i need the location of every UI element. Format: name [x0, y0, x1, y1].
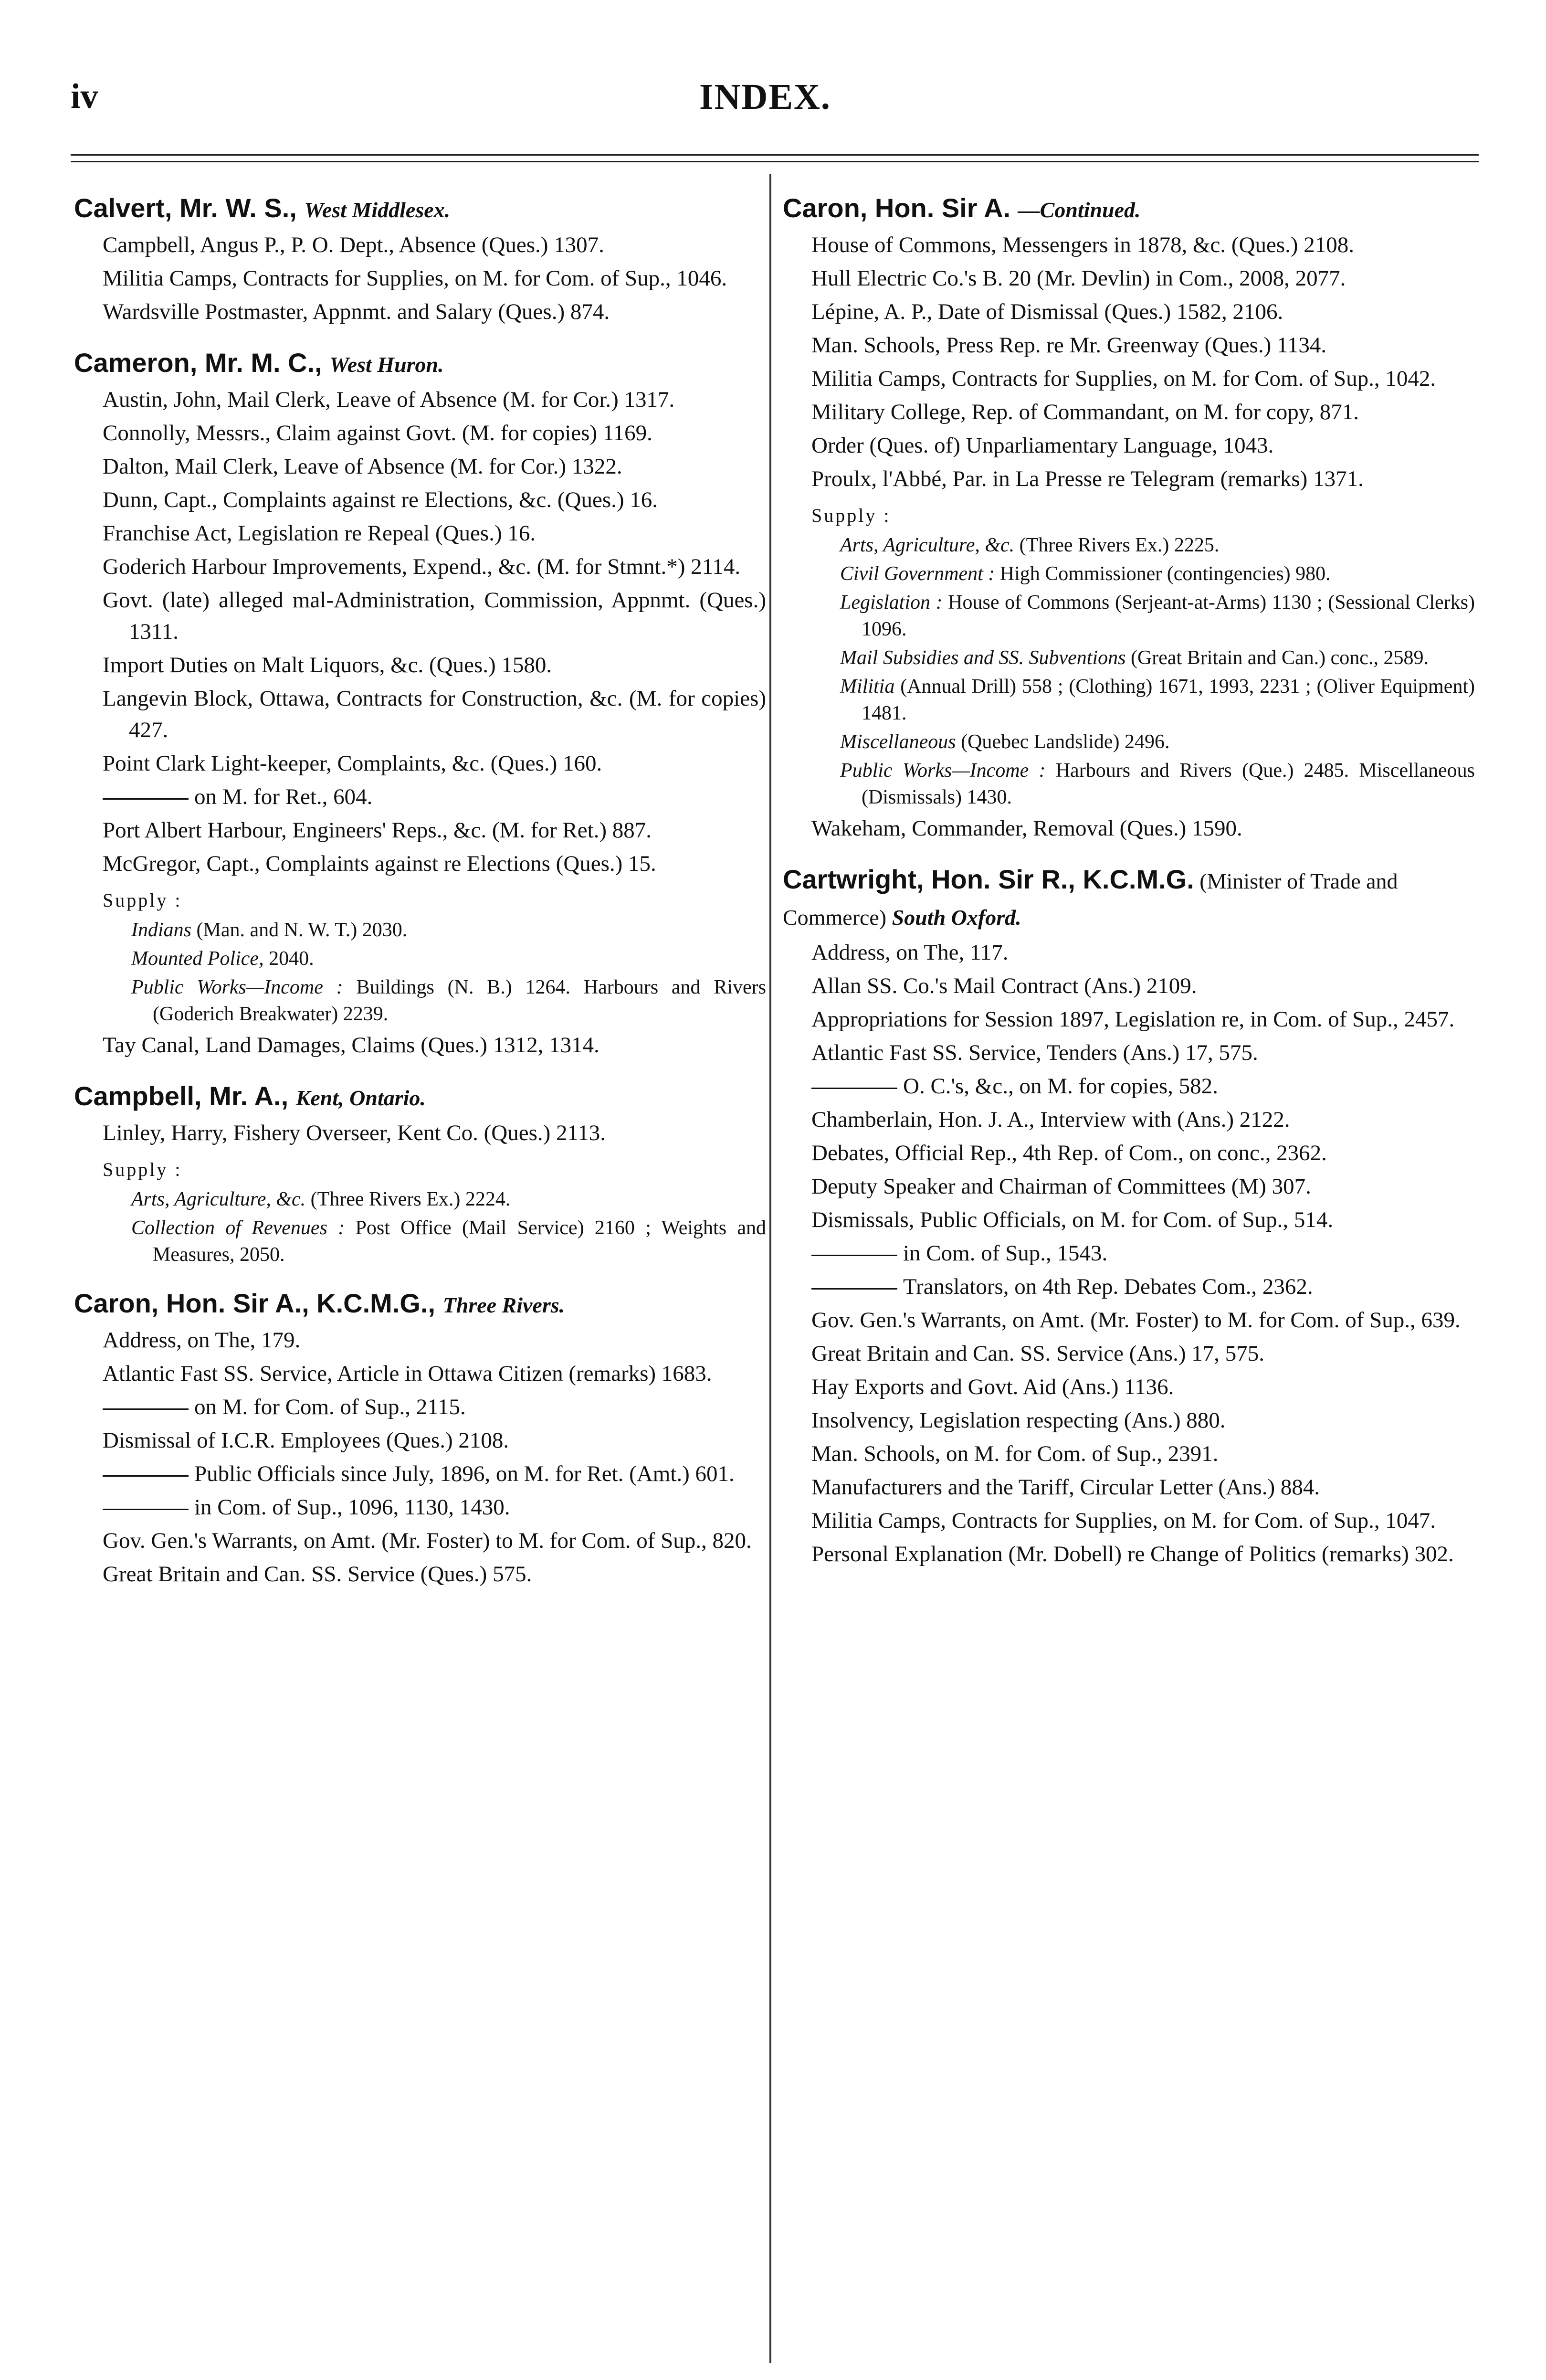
supply-item	[74, 1215, 766, 1268]
supply-item	[74, 917, 766, 943]
index-entry: Appropriations for Session 1897, Legislation re, in Com. of Sup., 2457.	[811, 1007, 1455, 1032]
supply-item	[783, 729, 1475, 755]
index-entry: Address, on The, 179.	[103, 1328, 301, 1353]
supply-head: Militia	[840, 676, 895, 698]
supply-text: 2040.	[263, 948, 314, 970]
index-entry: Franchise Act, Legislation re Repeal (Ques.) 16.	[103, 521, 536, 546]
index-entry: Great Britain and Can. SS. Service (Ans.) 17, 575.	[811, 1341, 1264, 1366]
supply-head: Legislation :	[840, 592, 943, 614]
index-entry: Dismissals, Public Officials, on M. for Com. of Sup., 514.	[811, 1207, 1334, 1232]
ditto-dash	[103, 1475, 189, 1477]
index-entry: Wakeham, Commander, Removal (Ques.) 1590.	[811, 816, 1242, 841]
section-gap	[783, 846, 1475, 862]
index-entry: Dalton, Mail Clerk, Leave of Absence (M. for Cor.) 1322.	[103, 454, 622, 479]
supply-label: Supply :	[103, 889, 182, 911]
index-entry: Connolly, Messrs., Claim against Govt. (M. for copies) 1169.	[103, 421, 652, 445]
supply-item	[783, 561, 1475, 587]
index-heading	[783, 191, 1475, 227]
index-entry: Allan SS. Co.'s Mail Contract (Ans.) 2109.	[811, 973, 1197, 998]
member-name: Caron, Hon. Sir A., K.C.M.G.,	[74, 1288, 436, 1318]
member-name: Caron, Hon. Sir A.	[783, 193, 1011, 223]
index-entry: Chamberlain, Hon. J. A., Interview with (Ans.) 2122.	[811, 1107, 1290, 1132]
section-gap	[74, 1270, 766, 1286]
index-heading	[74, 346, 766, 382]
supply-item	[74, 945, 766, 972]
index-entry: Port Albert Harbour, Engineers' Reps., &c. (M. for Ret.) 887.	[103, 818, 652, 843]
supply-head: Civil Government :	[840, 563, 995, 585]
left-column	[74, 191, 766, 1592]
index-entry: O. C.'s, &c., on M. for copies, 582.	[783, 1070, 1475, 1102]
index-entry: McGregor, Capt., Complaints against re Elections (Ques.) 15.	[103, 851, 656, 876]
index-entry: Govt. (late) alleged mal-Administration, Commission, Appnmt. (Ques.) 1311.	[103, 588, 766, 644]
member-title: (Minister of Trade and Commerce)	[783, 869, 1398, 930]
member-name: Cartwright, Hon. Sir R., K.C.M.G.	[783, 864, 1194, 894]
constituency: West Middlesex.	[304, 198, 451, 222]
index-heading	[74, 1079, 766, 1115]
page-title: INDEX.	[699, 77, 831, 117]
supply-head: Mail Subsidies and SS. Subventions	[840, 647, 1126, 669]
ditto-dash	[103, 1509, 189, 1510]
index-entry: Debates, Official Rep., 4th Rep. of Com., on conc., 2362.	[811, 1141, 1327, 1165]
index-entry: Militia Camps, Contracts for Supplies, on M. for Com. of Sup., 1047.	[811, 1508, 1436, 1533]
index-entry: Order (Ques. of) Unparliamentary Language, 1043.	[811, 433, 1274, 458]
index-entry: Wardsville Postmaster, Appnmt. and Salary (Ques.) 874.	[103, 299, 610, 324]
index-entry: Man. Schools, Press Rep. re Mr. Greenway (Ques.) 1134.	[811, 333, 1327, 358]
supply-text: Buildings (N. B.) 1264. Harbours and Rivers (Goderich Breakwater) 2239.	[153, 976, 767, 1025]
supply-item	[74, 1186, 766, 1213]
member-name: Campbell, Mr. A.,	[74, 1081, 289, 1111]
index-entry: Militia Camps, Contracts for Supplies, on M. for Com. of Sup., 1046.	[103, 266, 727, 291]
index-entry: Campbell, Angus P., P. O. Dept., Absence (Ques.) 1307.	[103, 233, 604, 257]
index-entry: Austin, John, Mail Clerk, Leave of Absence (M. for Cor.) 1317.	[103, 387, 675, 412]
supply-head: Public Works—Income :	[131, 976, 343, 998]
constituency: Three Rivers.	[442, 1293, 565, 1317]
supply-text: Harbours and Rivers (Que.) 2485. Miscellaneous (Dismissals) 1430.	[862, 760, 1475, 808]
supply-text: (Three Rivers Ex.) 2224.	[305, 1188, 511, 1210]
supply-item	[783, 589, 1475, 643]
supply-text: House of Commons (Serjeant-at-Arms) 1130 ; (Sessional Clerks) 1096.	[862, 592, 1475, 640]
supply-text: (Man. and N. W. T.) 2030.	[191, 919, 408, 941]
supply-item	[783, 645, 1475, 671]
constituency: —Continued.	[1018, 198, 1141, 222]
section-gap	[74, 329, 766, 346]
ditto-dash	[811, 1255, 897, 1256]
index-entry: Tay Canal, Land Damages, Claims (Ques.) 1312, 1314.	[103, 1033, 599, 1058]
member-name: Calvert, Mr. W. S.,	[74, 193, 297, 223]
supply-text: (Annual Drill) 558 ; (Clothing) 1671, 1993, 2231 ; (Oliver Equipment) 1481.	[862, 676, 1475, 724]
supply-item	[783, 532, 1475, 559]
supply-text: (Quebec Landslide) 2496.	[956, 731, 1170, 753]
index-entry: Deputy Speaker and Chairman of Committees (M) 307.	[811, 1174, 1311, 1199]
supply-head: Public Works—Income :	[840, 760, 1046, 782]
supply-label: Supply :	[103, 1159, 182, 1180]
supply-text: High Commissioner (contingencies) 980.	[995, 563, 1331, 585]
index-entry: Langevin Block, Ottawa, Contracts for Construction, &c. (M. for copies) 427.	[103, 686, 766, 742]
index-entry: Insolvency, Legislation respecting (Ans.) 880.	[811, 1408, 1226, 1433]
column-divider	[769, 174, 771, 2363]
index-entry: Goderich Harbour Improvements, Expend., &c. (M. for Stmnt.*) 2114.	[103, 554, 741, 579]
supply-label: Supply :	[811, 505, 891, 526]
index-entry: Great Britain and Can. SS. Service (Ques.) 575.	[103, 1562, 532, 1587]
index-heading	[783, 862, 1475, 935]
ditto-dash	[811, 1088, 897, 1089]
supply-item	[783, 757, 1475, 811]
constituency: South Oxford.	[892, 905, 1021, 930]
index-entry: Point Clark Light-keeper, Complaints, &c. (Ques.) 160.	[103, 751, 602, 776]
supply-item	[74, 974, 766, 1027]
index-entry: on M. for Ret., 604.	[74, 781, 766, 813]
index-entry: Address, on The, 117.	[811, 940, 1009, 965]
member-name: Cameron, Mr. M. C.,	[74, 348, 322, 378]
index-entry: Dismissal of I.C.R. Employees (Ques.) 2108.	[103, 1428, 509, 1453]
constituency: Kent, Ontario.	[295, 1086, 426, 1110]
supply-head: Indians	[131, 919, 191, 941]
ditto-dash	[103, 798, 189, 800]
index-entry: Linley, Harry, Fishery Overseer, Kent Co. (Ques.) 2113.	[103, 1121, 606, 1145]
index-entry: Public Officials since July, 1896, on M. for Ret. (Amt.) 601.	[74, 1458, 766, 1490]
index-entry: Man. Schools, on M. for Com. of Sup., 2391.	[811, 1441, 1219, 1466]
header-rule-top	[71, 154, 1479, 156]
supply-head: Mounted Police,	[131, 948, 264, 970]
index-entry: Translators, on 4th Rep. Debates Com., 2362.	[783, 1271, 1475, 1302]
index-entry: Import Duties on Malt Liquors, &c. (Ques.) 1580.	[103, 653, 552, 677]
supply-head: Arts, Agriculture, &c.	[131, 1188, 306, 1210]
index-entry: Military College, Rep. of Commandant, on M. for copy, 871.	[811, 400, 1359, 424]
supply-head: Arts, Agriculture, &c.	[840, 534, 1015, 556]
index-entry: in Com. of Sup., 1096, 1130, 1430.	[74, 1491, 766, 1523]
right-column	[783, 191, 1475, 1572]
ditto-dash	[811, 1288, 897, 1290]
index-entry: Militia Camps, Contracts for Supplies, on M. for Com. of Sup., 1042.	[811, 366, 1436, 391]
index-entry: Atlantic Fast SS. Service, Tenders (Ans.) 17, 575.	[811, 1040, 1258, 1065]
page-number: iv	[71, 77, 98, 116]
index-entry: Manufacturers and the Tariff, Circular Letter (Ans.) 884.	[811, 1475, 1320, 1500]
index-entry: Dunn, Capt., Complaints against re Elections, &c. (Ques.) 16.	[103, 487, 658, 512]
supply-head: Miscellaneous	[840, 731, 956, 753]
index-heading	[74, 1286, 766, 1322]
page-header	[0, 76, 1546, 138]
index-entry: Proulx, l'Abbé, Par. in La Presse re Telegram (remarks) 1371.	[811, 466, 1364, 491]
supply-text: (Great Britain and Can.) conc., 2589.	[1125, 647, 1429, 669]
index-entry: Hull Electric Co.'s B. 20 (Mr. Devlin) in Com., 2008, 2077.	[811, 266, 1346, 291]
index-entry: Hay Exports and Govt. Aid (Ans.) 1136.	[811, 1375, 1174, 1399]
constituency: West Huron.	[329, 352, 444, 377]
index-entry: Gov. Gen.'s Warrants, on Amt. (Mr. Foster) to M. for Com. of Sup., 639.	[811, 1308, 1461, 1333]
index-heading	[74, 191, 766, 227]
supply-text: Post Office (Mail Service) 2160 ; Weights and Measures, 2050.	[153, 1217, 766, 1266]
index-entry: Gov. Gen.'s Warrants, on Amt. (Mr. Foster) to M. for Com. of Sup., 820.	[103, 1528, 752, 1553]
index-entry: Atlantic Fast SS. Service, Article in Ottawa Citizen (remarks) 1683.	[103, 1361, 712, 1386]
section-gap	[74, 1063, 766, 1079]
supply-head: Collection of Revenues :	[131, 1217, 345, 1239]
index-entry: Personal Explanation (Mr. Dobell) re Change of Politics (remarks) 302.	[811, 1542, 1454, 1566]
index-entry: House of Commons, Messengers in 1878, &c. (Ques.) 2108.	[811, 233, 1355, 257]
supply-item	[783, 673, 1475, 727]
header-rule-bottom	[71, 161, 1479, 162]
index-entry: in Com. of Sup., 1543.	[783, 1238, 1475, 1269]
index-entry: Lépine, A. P., Date of Dismissal (Ques.) 1582, 2106.	[811, 299, 1283, 324]
supply-text: (Three Rivers Ex.) 2225.	[1014, 534, 1220, 556]
index-entry: on M. for Com. of Sup., 2115.	[74, 1391, 766, 1423]
ditto-dash	[103, 1408, 189, 1410]
